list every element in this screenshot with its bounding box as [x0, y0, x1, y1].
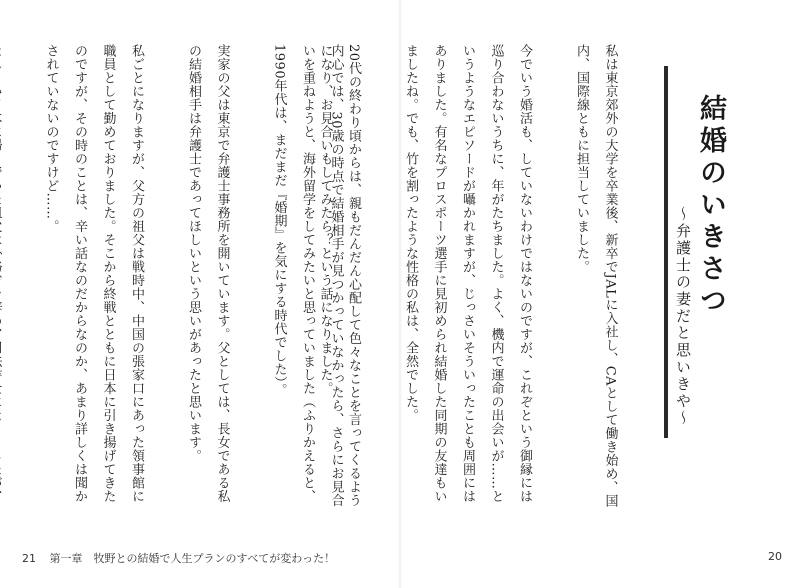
paragraph: 私は東京郊外の大学を卒業後、新卒でJALに入社し、CAとして働き始め、国内、国際線ともに担当していました。: [574, 44, 618, 508]
paragraph: 内心では、30歳の時点で結婚相手が見つかっていなかったら、さらにお見合いを重ねようと、海外留学をしてみたいと思っていました（ふりかえると、1990年代は、まだまだ『婚期』を気にする時代でした）。: [271, 44, 344, 508]
paragraph: 今でいう婚活も、していないわけではないのですが、これぞという御縁には巡り合わないうちに、年がたちました。よく、機内で運命の出会いが……というようなエピソードが囁かれますが、じっさいそういったことも周囲にはありました。有名なプロスポーツ選手に見初められ結婚した同期の友達もいましたね。でも、竹を割ったような性格の私は、全然でした。: [403, 44, 532, 503]
paragraph: 私ごとになりますが、父方の祖父は戦時中、中国の張家口にあった領事館に職員として勤めておりました。そこから終戦とともに日本に引き揚げてきたのですが、その時のことは、辛い話なのだからなのか、あまり詳しくは聞かされていないのですけど……。: [43, 44, 144, 503]
heading-rule: [664, 66, 668, 438]
right-page: [317, 0, 800, 588]
paragraph: [0, 44, 8, 514]
paragraph: 実家の父は東京で弁護士事務所を開いています。父としては、長女である私の結婚相手は弁護士であってほしいという思いがあったと思います。: [186, 44, 230, 503]
right-page-body: [317, 44, 652, 514]
paragraph: 20代の終わり頃からは、親もだんだん心配して色々なことを言ってくるようになり、お見合いもしてみたら？という話になりました。: [317, 44, 361, 508]
chapter-heading: [664, 66, 748, 438]
page-number: 20: [768, 550, 782, 563]
page-number: 21: [22, 552, 36, 565]
running-head: 第一章 牧野との結婚で人生プランのすべてが変わった！: [49, 552, 336, 565]
section-title: 結婚のいきさつ: [695, 94, 726, 318]
section-subtitle: ～弁護士の妻だと思いきや～: [674, 206, 692, 427]
left-page-footer: [22, 550, 335, 566]
